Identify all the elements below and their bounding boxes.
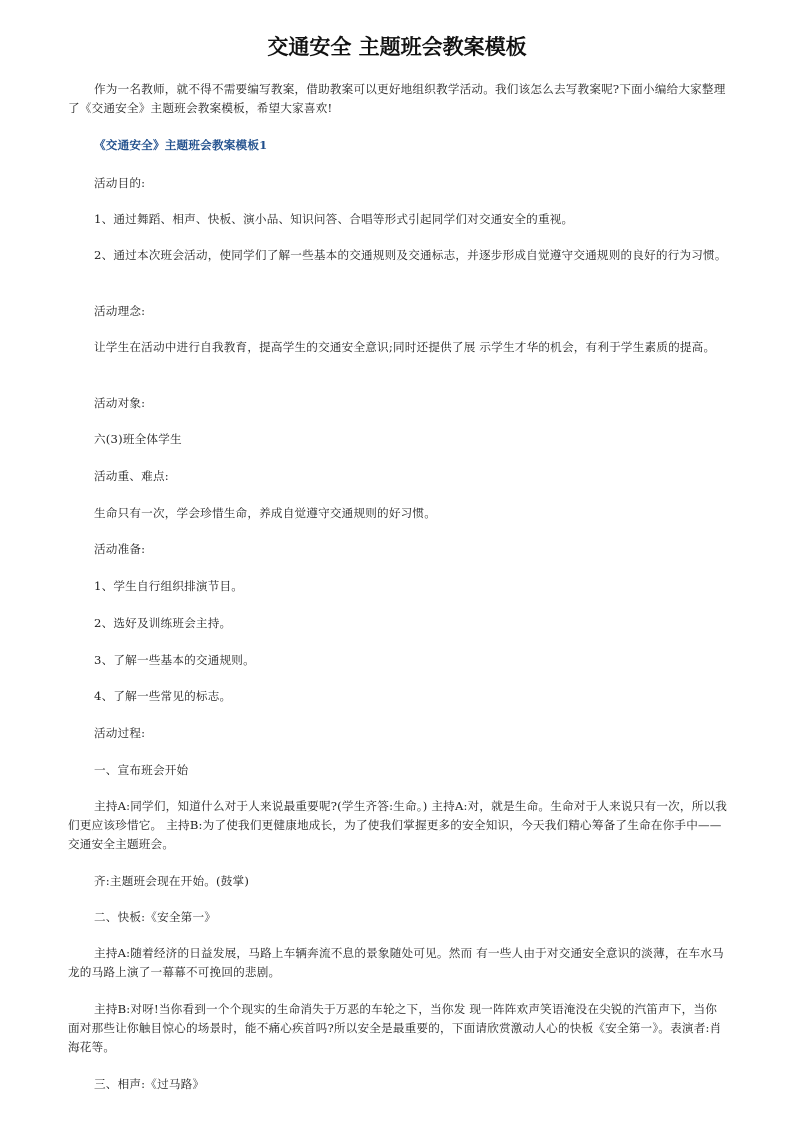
paragraph: 活动对象: [94,396,146,410]
section-subtitle: 《交通安全》主题班会教案模板1 [94,138,268,152]
paragraph: 1、学生自行组织排演节目。 [94,579,244,593]
paragraph: 让学生在活动中进行自我教育，提高学生的交通安全意识;同时还提供了展 示学生才华的机会，有利于学生素质的提高。 [94,340,716,354]
paragraph: 活动理念: [94,304,146,318]
paragraph: 主持A:同学们，知道什么对于人来说最重要呢?(学生齐答:生命。) 主持A:对，就是生命。生命对于人来说只有一次，所以我们更应该珍惜它。 主持B:为了使我们更健康地成长，为了使我们掌握更多的安全知识，今天我们精心筹备了生命在你手中——交通安全主题班会。 [68,799,728,851]
paragraph: 活动目的: [94,176,146,190]
paragraph: 主持A:随着经济的日益发展，马路上车辆奔流不息的景象随处可见。然而 有一些人由于对交通安全意识的淡薄，在车水马龙的马路上演了一幕幕不可挽回的悲剧。 [68,946,724,979]
paragraph: 2、通过本次班会活动，使同学们了解一些基本的交通规则及交通标志，并逐步形成自觉遵守交通规则的良好的行为习惯。 [94,248,727,262]
paragraph: 生命只有一次，学会珍惜生命，养成自觉遵守交通规则的好习惯。 [94,506,437,520]
intro-paragraph: 作为一名教师，就不得不需要编写教案，借助教案可以更好地组织教学活动。我们该怎么去写教案呢?下面小编给大家整理了《交通安全》主题班会教案模板，希望大家喜欢! [68,82,726,115]
paragraph: 活动准备: [94,542,146,556]
paragraph: 1、通过舞蹈、相声、快板、演小品、知识问答、合唱等形式引起同学们对交通安全的重视。 [94,212,574,226]
paragraph: 三、相声:《过马路》 [94,1077,205,1091]
paragraph: 六(3)班全体学生 [94,432,182,446]
paragraph: 一、宣布班会开始 [94,763,189,777]
paragraph: 齐:主题班会现在开始。(鼓掌) [94,874,250,888]
paragraph: 2、选好及训练班会主持。 [94,616,232,630]
paragraph: 3、了解一些基本的交通规则。 [94,653,255,667]
paragraph: 4、了解一些常见的标志。 [94,689,232,703]
paragraph: 活动过程: [94,726,146,740]
paragraph: 活动重、难点: [94,469,169,483]
paragraph: 二、快板:《安全第一》 [94,910,217,924]
document-title: 交通安全 主题班会教案模板 [267,35,527,59]
paragraph: 主持B:对呀!当你看到一个个现实的生命消失于万恶的车轮之下，当你发 现一阵阵欢声笑语淹没在尖锐的汽笛声下，当你面对那些让你触目惊心的场景时，能不痛心疾首吗?所以安全是最重要的，下面请欣赏激动人心的快板《安全第一》。表演者:肖海花等。 [68,1002,722,1054]
